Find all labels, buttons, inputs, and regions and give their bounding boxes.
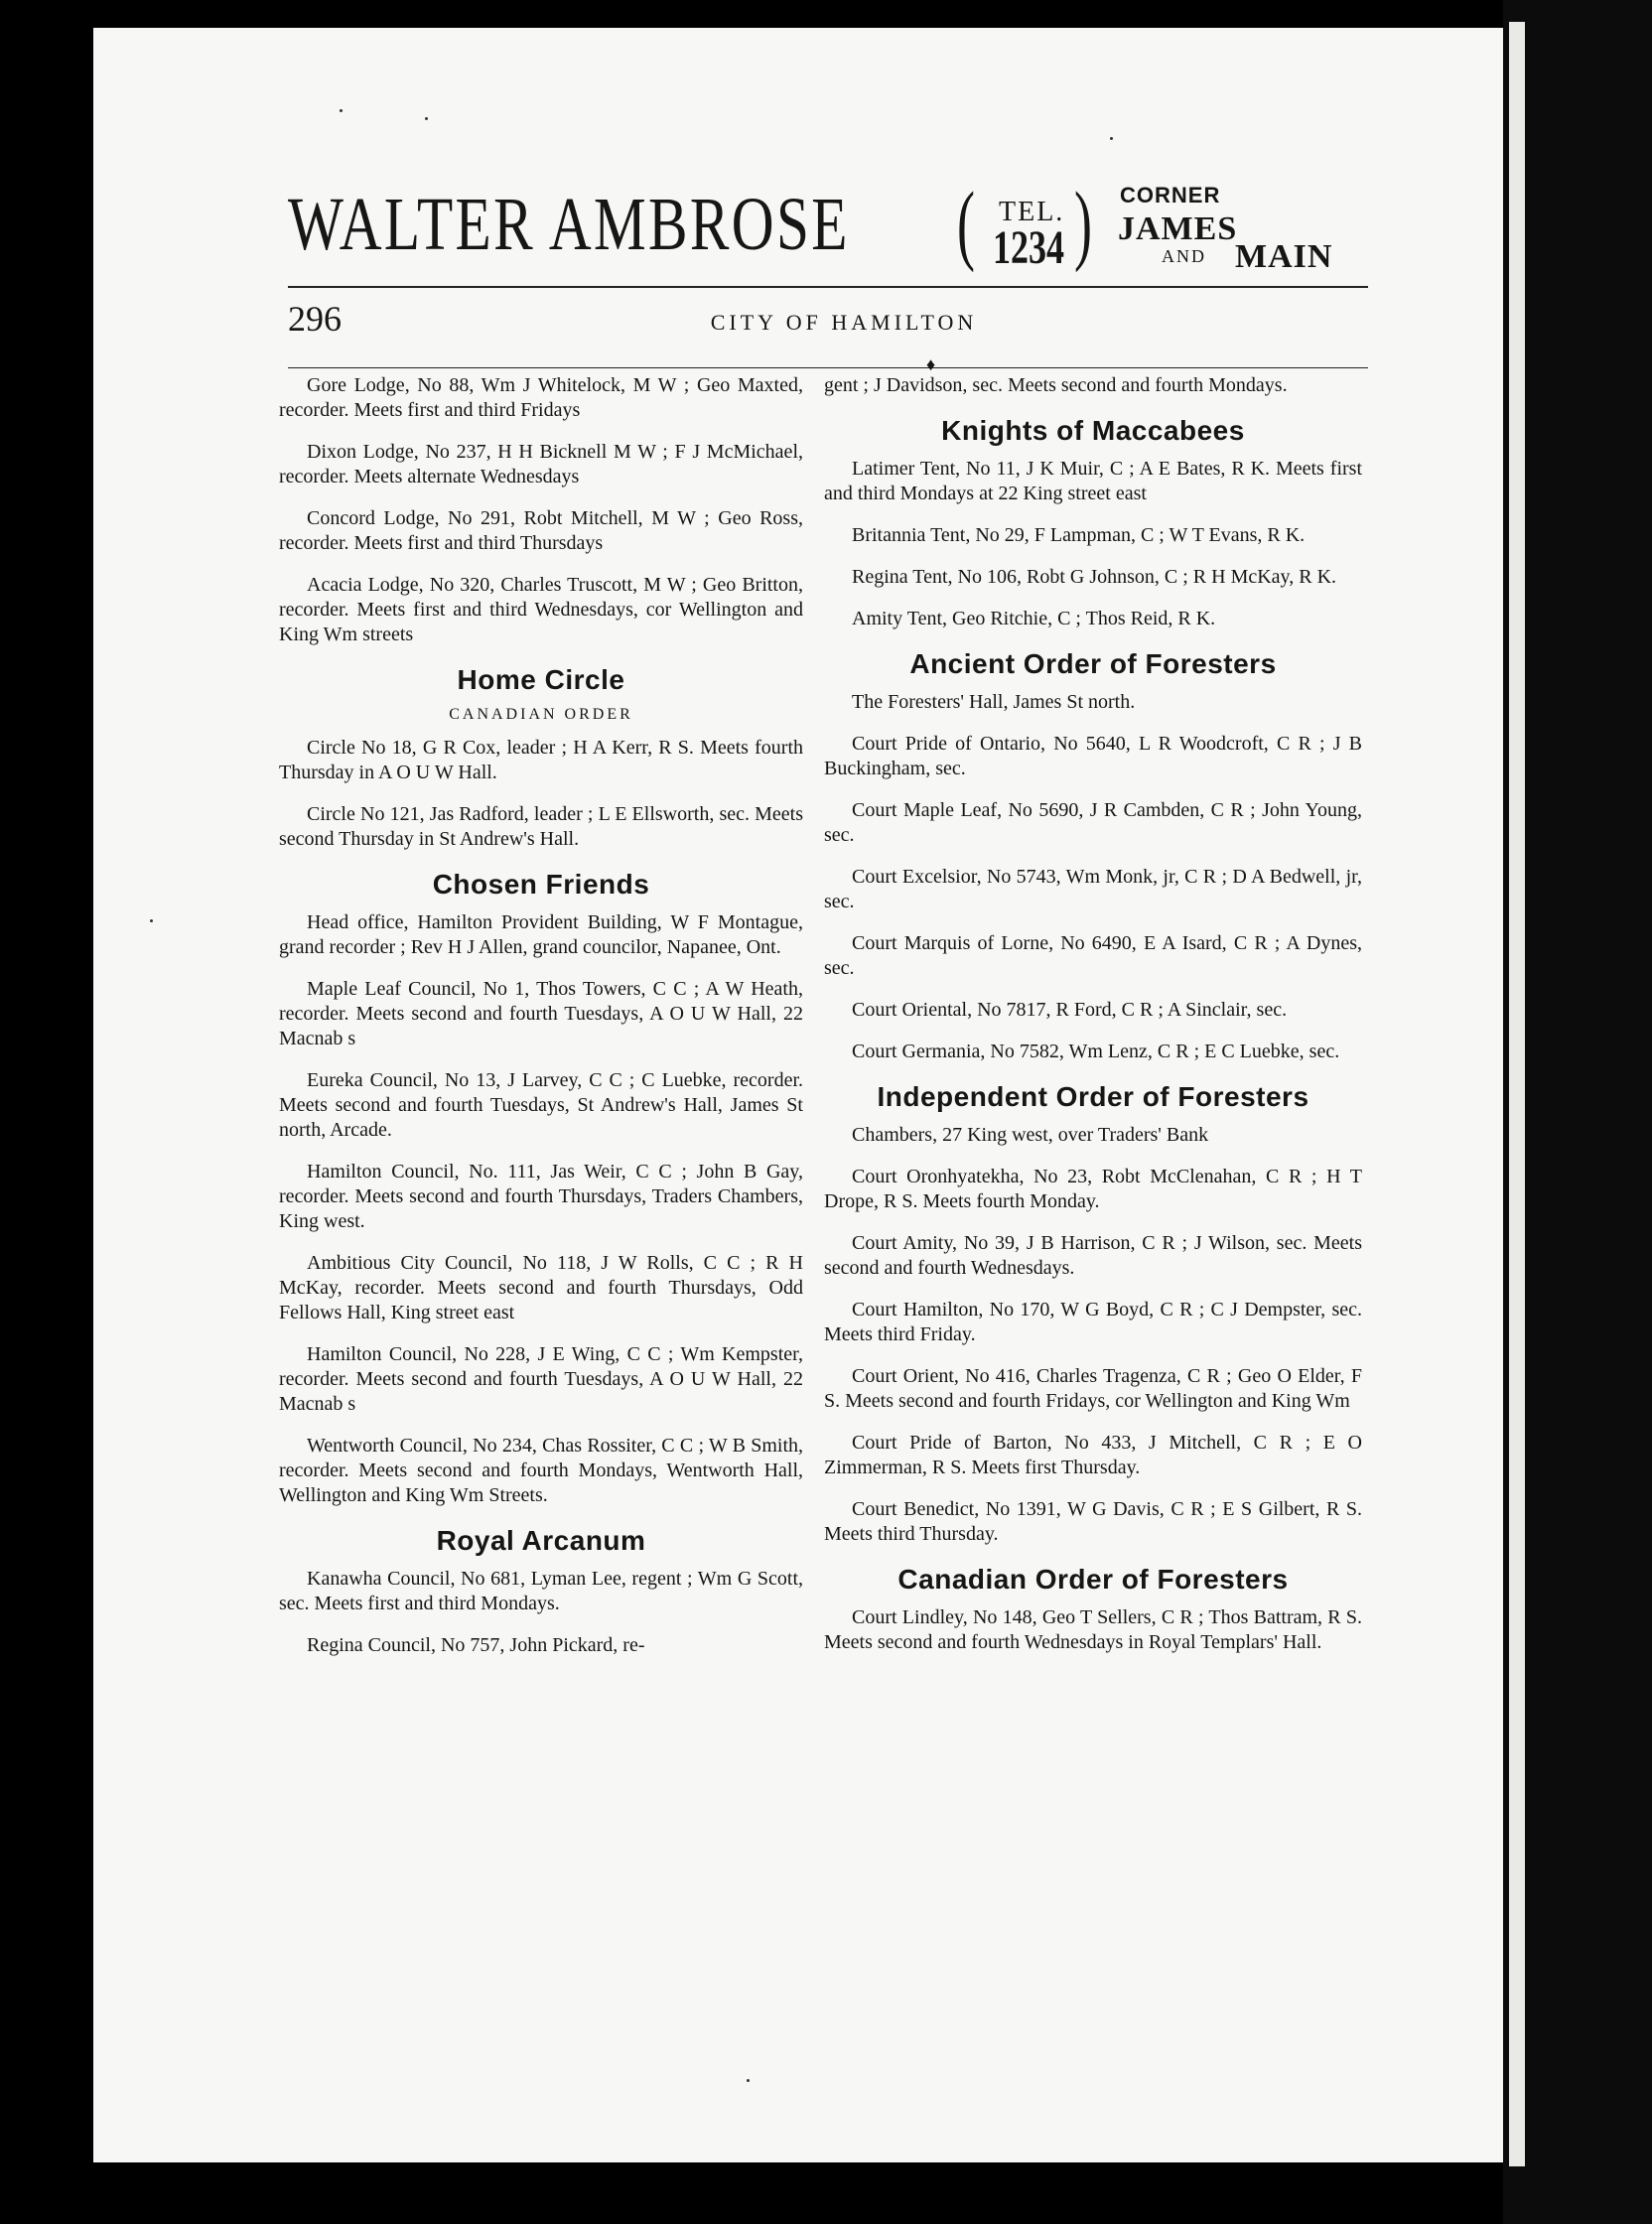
court-entry: Court Lindley, No 148, Geo T Sellers, C R ; Thos Battram, R S. Meets second and fourth Wednesdays in Royal Templars' Hall.: [824, 1606, 1362, 1653]
right-column: [824, 373, 1362, 1672]
scan-speck: [747, 2079, 750, 2082]
page-edge: [1509, 22, 1525, 2166]
council-entry: Regina Council, No 757, John Pickard, re-: [307, 1634, 645, 1656]
circle-entry: Circle No 18, G R Cox, leader ; H A Kerr, R S. Meets fourth Thursday in A O U W Hall.: [279, 737, 803, 783]
left-column: [279, 373, 803, 1675]
court-entry: Court Excelsior, No 5743, Wm Monk, jr, C R ; D A Bedwell, jr, sec.: [824, 866, 1362, 912]
tent-entry: Latimer Tent, No 11, J K Muir, C ; A E Bates, R K. Meets first and third Mondays at 22 King street east: [824, 458, 1362, 504]
council-entry: Kanawha Council, No 681, Lyman Lee, regent ; Wm G Scott, sec. Meets first and third Mondays.: [279, 1568, 803, 1614]
street-main: MAIN: [1235, 238, 1333, 275]
council-entry: Wentworth Council, No 234, Chas Rossiter, C C ; W B Smith, recorder. Meets second and fourth Mondays, Wentworth Hall, Wellington and King Wm Streets.: [279, 1435, 803, 1506]
corner-label: CORNER: [1120, 183, 1221, 208]
court-entry: Court Oronhyatekha, No 23, Robt McClenahan, C R ; H T Drope, R S. Meets fourth Monday.: [824, 1166, 1362, 1212]
and-word: AND: [1162, 246, 1206, 266]
tent-entry: Regina Tent, No 106, Robt G Johnson, C ; R H McKay, R K.: [852, 566, 1337, 588]
court-entry: Court Hamilton, No 170, W G Boyd, C R ; C J Dempster, sec. Meets third Friday.: [824, 1299, 1362, 1345]
close-paren: ): [1074, 175, 1092, 273]
advertisement-banner: [288, 169, 1372, 280]
title-rule: [288, 367, 1368, 368]
scan-border-right: [1503, 0, 1652, 2224]
ornament-glyph: ♦: [926, 354, 936, 374]
scan-speck: [425, 117, 428, 120]
court-entry: Court Pride of Ontario, No 5640, L R Woodcroft, C R ; J B Buckingham, sec.: [824, 733, 1362, 779]
council-entry: Hamilton Council, No. 111, Jas Weir, C C ; John B Gay, recorder. Meets second and fourth Thursdays, Traders Chambers, King west.: [279, 1161, 803, 1232]
court-entry: Court Oriental, No 7817, R Ford, C R ; A Sinclair, sec.: [852, 999, 1288, 1021]
council-entry: Hamilton Council, No 228, J E Wing, C C ; Wm Kempster, recorder. Meets second and fourth Tuesdays, A O U W Hall, 22 Macnab s: [279, 1343, 803, 1415]
section-heading-knights-of-maccabees: Knights of Maccabees: [941, 415, 1245, 446]
court-entry: Court Orient, No 416, Charles Tragenza, C R ; Geo O Elder, F S. Meets second and fourth Fridays, cor Wellington and King Wm: [824, 1365, 1362, 1412]
lodge-entry: Dixon Lodge, No 237, H H Bicknell M W ; F J McMichael, recorder. Meets alternate Wednesdays: [279, 441, 803, 487]
section-heading-chosen-friends: Chosen Friends: [432, 869, 650, 900]
section-heading-canadian-order-of-foresters: Canadian Order of Foresters: [897, 1564, 1289, 1595]
court-entry: Court Marquis of Lorne, No 6490, E A Isard, C R ; A Dynes, sec.: [824, 932, 1362, 979]
section-heading-ancient-order-of-foresters: Ancient Order of Foresters: [909, 648, 1277, 679]
continuation-entry: gent ; J Davidson, sec. Meets second and fourth Mondays.: [824, 374, 1288, 396]
court-entry: Court Germania, No 7582, Wm Lenz, C R ; E C Luebke, sec.: [852, 1041, 1340, 1062]
advertiser-name: WALTER AMBROSE: [288, 183, 850, 266]
tel-label: TEL.: [999, 197, 1065, 227]
court-entry: Court Maple Leaf, No 5690, J R Cambden, C R ; John Young, sec.: [824, 799, 1362, 846]
council-entry: Ambitious City Council, No 118, J W Rolls, C C ; R H McKay, recorder. Meets second and fourth Thursdays, Odd Fellows Hall, King street east: [279, 1252, 803, 1323]
scan-speck: [340, 109, 343, 112]
running-title: CITY OF HAMILTON: [710, 310, 978, 335]
section-heading-royal-arcanum: Royal Arcanum: [436, 1525, 646, 1556]
street-james: JAMES: [1118, 210, 1238, 247]
tel-number: 1234: [993, 221, 1064, 274]
council-entry: Maple Leaf Council, No 1, Thos Towers, C C ; A W Heath, recorder. Meets second and fourth Tuesdays, A O U W Hall, 22 Macnab s: [279, 978, 803, 1049]
court-entry: Court Amity, No 39, J B Harrison, C R ; J Wilson, sec. Meets second and fourth Wednesdays.: [824, 1232, 1362, 1279]
section-heading-independent-order-of-foresters: Independent Order of Foresters: [877, 1081, 1309, 1112]
scan-speck: [150, 919, 153, 922]
council-entry: Head office, Hamilton Provident Building, W F Montague, grand recorder ; Rev H J Allen, grand councilor, Napanee, Ont.: [279, 911, 803, 958]
circle-entry: Circle No 121, Jas Radford, leader ; L E Ellsworth, sec. Meets second Thursday in St Andrew's Hall.: [279, 803, 803, 850]
council-entry: Eureka Council, No 13, J Larvey, C C ; C Luebke, recorder. Meets second and fourth Tuesdays, St Andrew's Hall, James St north, Arcade.: [279, 1069, 803, 1141]
court-entry: The Foresters' Hall, James St north.: [852, 691, 1136, 713]
lodge-entry: Concord Lodge, No 291, Robt Mitchell, M W ; Geo Ross, recorder. Meets first and third Thursdays: [279, 507, 803, 554]
scan-speck: [1110, 137, 1113, 140]
tent-entry: Britannia Tent, No 29, F Lampman, C ; W T Evans, R K.: [852, 524, 1306, 546]
header-rule: [288, 286, 1368, 288]
court-entry: Court Benedict, No 1391, W G Davis, C R ; E S Gilbert, R S. Meets third Thursday.: [824, 1498, 1362, 1545]
court-entry: Court Pride of Barton, No 433, J Mitchell, C R ; E O Zimmerman, R S. Meets first Thursday.: [824, 1432, 1362, 1478]
lodge-entry: Gore Lodge, No 88, Wm J Whitelock, M W ; Geo Maxted, recorder. Meets first and third Fridays: [279, 374, 803, 421]
court-entry: Chambers, 27 King west, over Traders' Bank: [852, 1124, 1209, 1146]
section-heading-home-circle: Home Circle: [457, 664, 625, 695]
open-paren: (: [957, 175, 975, 273]
tent-entry: Amity Tent, Geo Ritchie, C ; Thos Reid, R K.: [852, 608, 1216, 629]
page-number: 296: [288, 299, 342, 339]
lodge-entry: Acacia Lodge, No 320, Charles Truscott, M W ; Geo Britton, recorder. Meets first and third Wednesdays, cor Wellington and King Wm streets: [279, 574, 803, 645]
section-subheading: CANADIAN ORDER: [449, 706, 633, 723]
